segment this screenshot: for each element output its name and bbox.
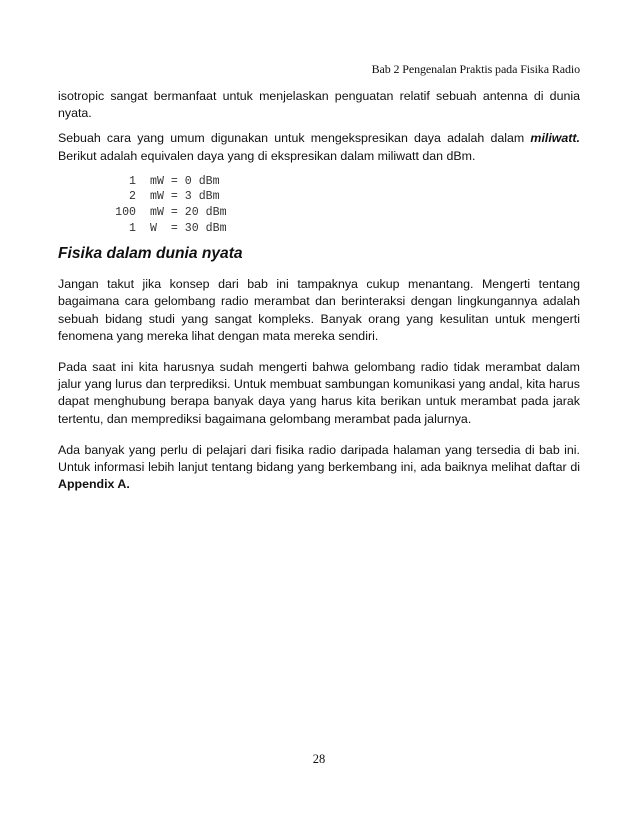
appendix-reference: Appendix A. [58, 477, 130, 492]
power-row [58, 174, 580, 190]
power-equivalence-table [58, 174, 580, 236]
power-value: 100 [115, 206, 136, 219]
power-row [58, 189, 580, 205]
paragraph-appendix [58, 442, 580, 494]
power-row [58, 205, 580, 221]
paragraph-konsep: Jangan takut jika konsep dari bab ini tampaknya cukup menantang. Mengerti tentang bagaimana cara gelombang radio merambat dan berinteraksi dengan lingkungannya adalah sebuah bidang studi yang sangat kompleks. Banyak orang yang kesulitan untuk mengerti fenomena yang mereka lihat dengan mata mereka sendiri. [58, 277, 580, 343]
section-heading: Fisika dalam dunia nyata [58, 245, 243, 263]
power-expression: W = 30 dBm [150, 221, 227, 235]
miliwatt-emphasis: miliwatt. [530, 131, 580, 146]
paragraph-miliwatt-text: Sebuah cara yang umum digunakan untuk mengekspresikan daya adalah dalam [58, 131, 531, 146]
power-expression: mW = 0 dBm [150, 174, 220, 188]
paragraph-miliwatt [58, 130, 580, 164]
paragraph-miliwatt-continuation: Berikut adalah equivalen daya yang di ekspresikan dalam miliwatt dan dBm. [58, 148, 476, 163]
power-value: 1 [129, 221, 136, 235]
paragraph-appendix-text: Ada banyak yang perlu di pelajari dari fisika radio daripada halaman yang tersedia di bab ini. Untuk informasi lebih lanjut tentang bidang yang berkembang ini, ada baiknya melihat daftar di [58, 442, 580, 475]
power-row [58, 221, 580, 237]
power-expression: mW = 3 dBm [150, 190, 220, 204]
power-value: 2 [129, 190, 136, 204]
paragraph-isotropic: isotropic sangat bermanfaat untuk menjelaskan penguatan relatif sebuah antenna di dunia nyata. [58, 89, 580, 121]
page-number: 28 [312, 752, 326, 766]
page-content [58, 88, 580, 501]
paragraph-gelombang: Pada saat ini kita harusnya sudah mengerti bahwa gelombang radio tidak merambat dalam jalur yang lurus dan terprediksi. Untuk membuat sambungan komunikasi yang andal, kita harus dapat menghubung berapa banyak daya yang harus kita berikan untuk merambat pada jarak tertentu, dan memprediksi bagaimana gelombang merambat pada jalurnya. [58, 360, 580, 426]
power-value: 1 [129, 174, 136, 188]
power-expression: mW = 20 dBm [150, 206, 227, 219]
running-header: Bab 2 Pengenalan Praktis pada Fisika Radio [371, 62, 580, 76]
